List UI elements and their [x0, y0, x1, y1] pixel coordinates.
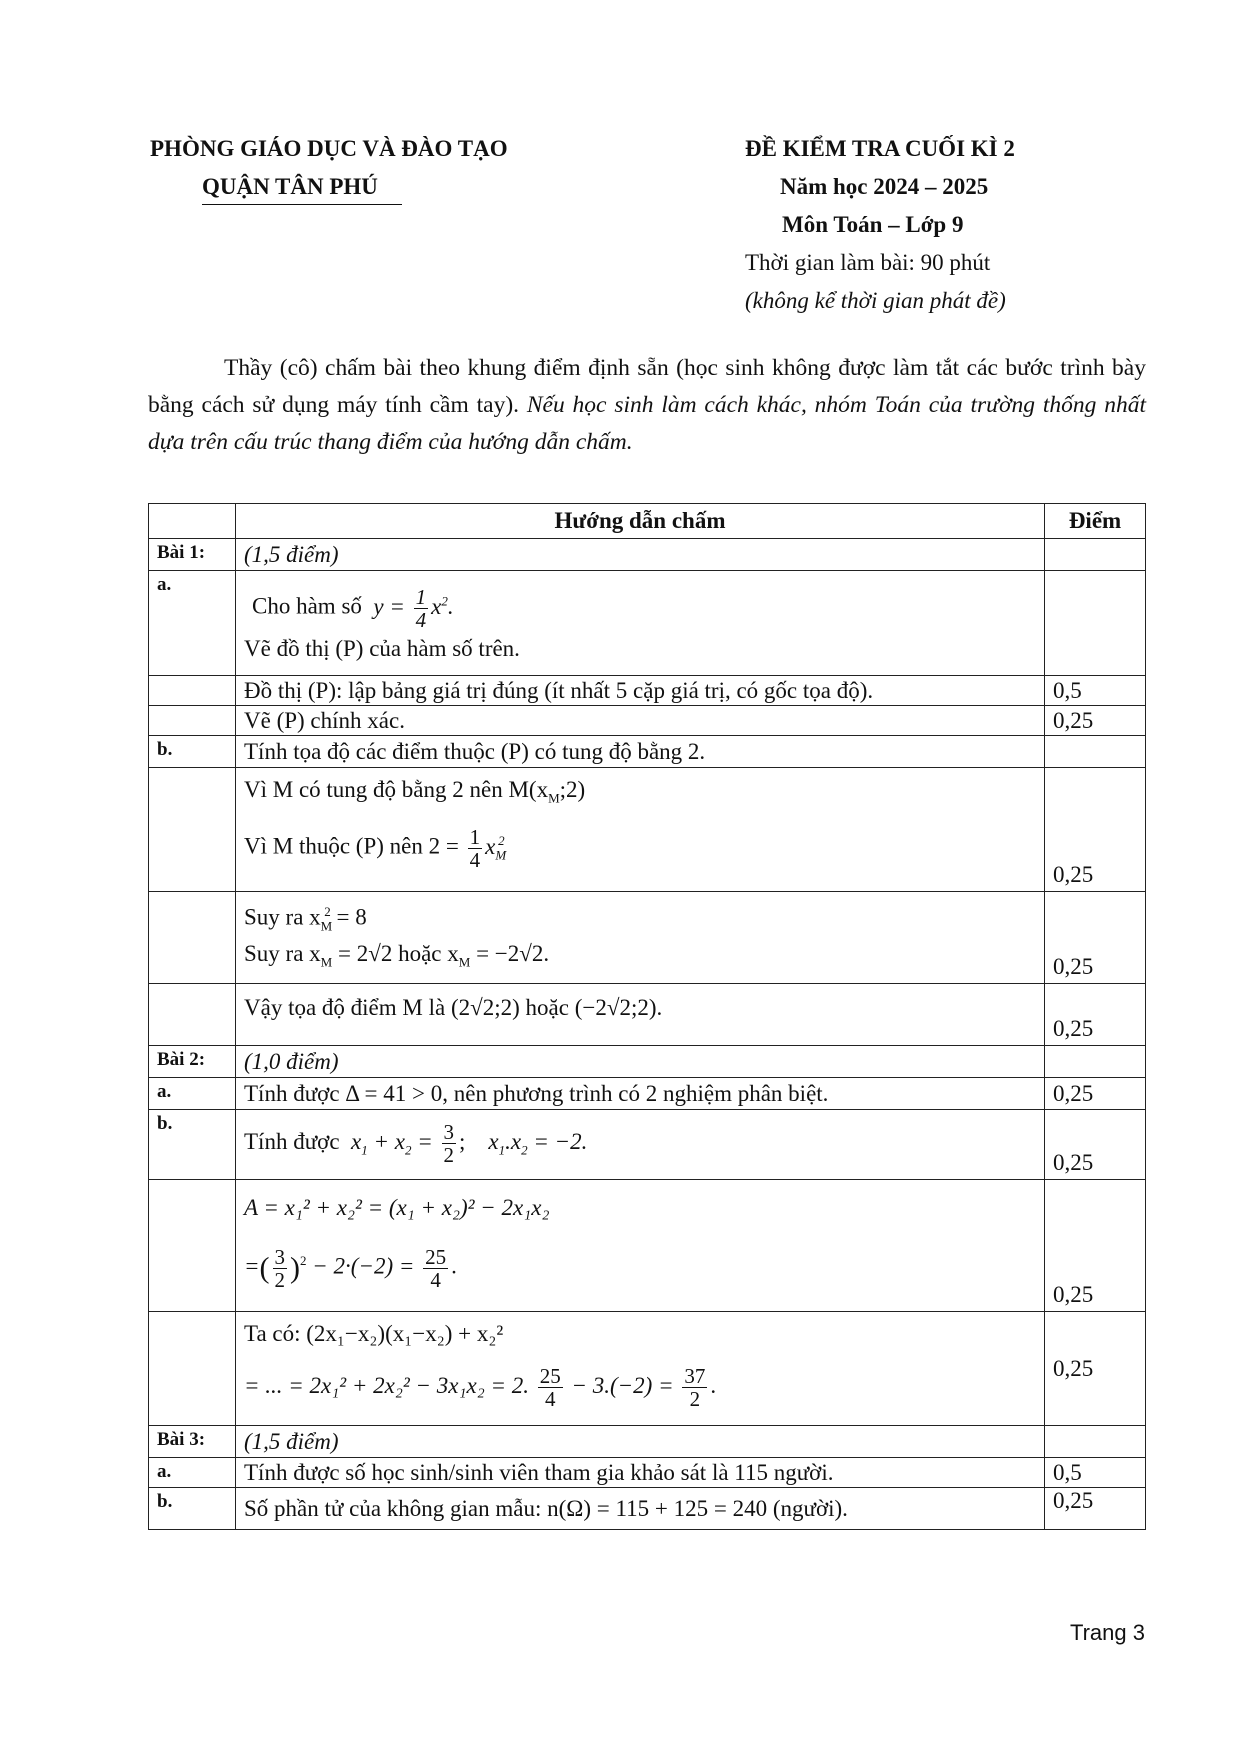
b1a-r1: Đồ thị (P): lập bảng giá trị đúng (ít nhất 5 cặp giá trị, có gốc tọa độ). — [236, 676, 1045, 706]
b2b-r3: Ta có: (2x₁−x₂)(x₁−x₂) + x₂² = ... = 2x₁² + 2x₂² − 3x₁x₂ = 2. $\frac{25}{4}$ − 3.(−2) = $\frac{37}{2}$ . — [236, 1312, 1045, 1426]
b1b-r1-points: 0,25 — [1045, 768, 1146, 892]
grading-intro — [148, 350, 1146, 461]
b1a-question — [236, 571, 1045, 676]
b3a-points: 0,5 — [1045, 1458, 1146, 1488]
b1b-r2-points: 0,25 — [1045, 892, 1146, 984]
fraction: $\frac{25}{4}$ — [539, 1364, 561, 1412]
grading-table — [148, 503, 1146, 1530]
b2b-r1-points: 0,25 — [1045, 1110, 1146, 1180]
b3b-points: 0,25 — [1045, 1488, 1146, 1530]
b2a-label: a. — [149, 1078, 236, 1110]
fraction: $\frac{25}{4}$ — [425, 1244, 447, 1292]
fraction: $\frac{3}{2}$ — [274, 1244, 286, 1292]
b1a-function: y = $\frac{1}{4}$ $x^2$. — [367, 584, 454, 632]
b1b-r3-points: 0,25 — [1045, 984, 1146, 1046]
table-row — [149, 1110, 1146, 1180]
fraction: $\frac{1}{4}$ — [469, 824, 481, 872]
b2b-r2-points: 0,25 — [1045, 1180, 1146, 1312]
table-row — [149, 1312, 1146, 1426]
subject: Môn Toán – Lớp 9 — [782, 212, 964, 237]
b1a-r2-points: 0,25 — [1045, 706, 1146, 736]
header-guide: Hướng dẫn chấm — [236, 504, 1045, 539]
table-header-row — [149, 504, 1146, 539]
intro-italic: Nếu học sinh làm cách khác, nhóm Toán của trường thống nhất dựa trên cấu trúc thang điểm của hướng dẫn chấm. — [148, 392, 1147, 455]
b3a-r: Tính được số học sinh/sinh viên tham gia khảo sát là 115 người. — [236, 1458, 1045, 1488]
table-row — [149, 1046, 1146, 1078]
intro-normal: Thầy (cô) chấm bài theo khung điểm định sẵn (học sinh không được làm tắt các bước trình bày bằng cách sử dụng máy tính cầm tay). — [148, 355, 1146, 418]
table-row — [149, 1426, 1146, 1458]
b1a-q1-text: Cho hàm số — [252, 593, 362, 619]
header-empty — [149, 504, 236, 539]
bai1-label: Bài 1: — [149, 539, 236, 571]
table-row — [149, 676, 1146, 706]
b2b-r3-points: 0,25 — [1045, 1312, 1146, 1426]
duration-note: (không kể thời gian phát đề) — [745, 288, 1006, 313]
b1b-r2: Suy ra $x_M^2 = 8$ Suy ra $x_M = 2√2$ hoặc $x_M = -2√2$. — [236, 892, 1045, 984]
fraction: $\frac{3}{2}$ — [443, 1120, 455, 1168]
school-year: Năm học 2024 – 2025 — [780, 174, 989, 199]
b1a-r1-points: 0,5 — [1045, 676, 1146, 706]
b1a-q2: Vẽ đồ thị (P) của hàm số trên. — [244, 636, 520, 661]
b1a-r2: Vẽ (P) chính xác. — [236, 706, 1045, 736]
table-row — [149, 571, 1146, 676]
table-row — [149, 736, 1146, 768]
fraction: $\frac{37}{2}$ — [684, 1364, 706, 1412]
b2b-r2: A = x₁² + x₂² = (x₁ + x₂)² − 2x₁x₂ =( $\frac{3}{2}$ )$^2$ − 2·(−2) = $\frac{25}{4}$ . — [236, 1180, 1045, 1312]
table-row — [149, 984, 1146, 1046]
district-name: QUẬN TÂN PHÚ — [202, 174, 378, 199]
b3b-r: Số phần tử của không gian mẫu: n(Ω) = 115 + 125 = 240 (người). — [236, 1488, 1045, 1530]
header-left — [150, 130, 590, 205]
b1b-r1: Vì M có tung độ bằng 2 nên $M(x_M;2)$ Vì M thuộc (P) nên 2 = $\frac{1}{4}$ $x_M^2$ — [236, 768, 1045, 892]
b1b-r3: Vậy tọa độ điểm M là (2√2;2) hoặc (−2√2;2). — [236, 984, 1045, 1046]
b1a-label: a. — [149, 571, 236, 676]
exam-title: ĐỀ KIỂM TRA CUỐI KÌ 2 — [745, 136, 1015, 161]
bai3-label: Bài 3: — [149, 1426, 236, 1458]
b2a-r: Tính được Δ = 41 > 0, nên phương trình có 2 nghiệm phân biệt. — [236, 1078, 1045, 1110]
b3b-label: b. — [149, 1488, 236, 1530]
table-row — [149, 892, 1146, 984]
bai2-label: Bài 2: — [149, 1046, 236, 1078]
page-number: Trang 3 — [1069, 1620, 1145, 1645]
table-row — [149, 706, 1146, 736]
table-row — [149, 1458, 1146, 1488]
table-row — [149, 1488, 1146, 1530]
table-row — [149, 1078, 1146, 1110]
table-row — [149, 1180, 1146, 1312]
b3a-label: a. — [149, 1458, 236, 1488]
fraction: $\frac{1}{4}$ — [415, 584, 427, 632]
bai3-points: (1,5 điểm) — [236, 1426, 1045, 1458]
table-row — [149, 768, 1146, 892]
b2b-r1: Tính được $x_1 + x_2$ = $\frac{3}{2}$ ; $x_1.x_2 = -2$. — [236, 1110, 1045, 1180]
b1b-label: b. — [149, 736, 236, 768]
b2b-label: b. — [149, 1110, 236, 1180]
header-right — [745, 130, 1125, 320]
department-name: PHÒNG GIÁO DỤC VÀ ĐÀO TẠO — [150, 136, 508, 161]
exam-duration: Thời gian làm bài: 90 phút — [745, 250, 991, 275]
table-row — [149, 539, 1146, 571]
bai2-points: (1,0 điểm) — [236, 1046, 1045, 1078]
b2a-points: 0,25 — [1045, 1078, 1146, 1110]
header-points: Điểm — [1045, 504, 1146, 539]
bai1-points: (1,5 điểm) — [236, 539, 1045, 571]
b1b-question: Tính tọa độ các điểm thuộc (P) có tung độ bằng 2. — [236, 736, 1045, 768]
